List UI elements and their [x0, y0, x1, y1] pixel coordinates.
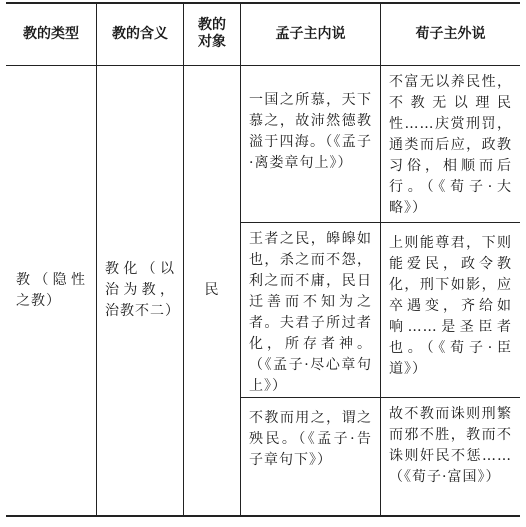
mencius-cell-2: 王者之民，皞皞如也，杀之而不怨，利之而不庸，民日迁善而不知为之者。夫君子所过者化，所存者神。（《孟子·尽心章句上》） — [249, 231, 372, 394]
mencius-cell-1: 一国之所慕，天下慕之，故沛然德教溢于四海。（《孟子·离娄章句上》） — [249, 92, 372, 171]
cell-object — [184, 66, 240, 515]
xunzi-cell-2: 上则能尊君，下则能爱民，政令教化，刑下如影，应卒遇变，齐给如响……是圣臣者也。（《荀子·臣道》） — [389, 235, 512, 377]
cell-meaning-text: 教化（以治为教，治教不二） — [105, 261, 180, 319]
cell-type — [6, 66, 96, 515]
cell-type-text: 教（隐性之教） — [16, 271, 86, 309]
header-meaning: 教的含义 — [112, 25, 168, 42]
table-bottom-border — [6, 515, 520, 517]
cell-meaning — [97, 66, 183, 515]
cell-object-text: 民 — [204, 282, 220, 298]
xunzi-cell-3: 故不教而诛则刑繁而邪不胜，教而不诛则奸民不惩……（《荀子·富国》） — [389, 406, 512, 485]
mencius-cell-3: 不教而用之，谓之殃民。（《孟子·告子章句下》） — [249, 410, 372, 468]
header-mencius: 孟子主内说 — [275, 25, 346, 42]
header-xunzi: 荀子主外说 — [415, 25, 486, 42]
header-type: 教的类型 — [23, 25, 79, 42]
header-object: 教的 对象 — [198, 17, 226, 50]
xunzi-cell-1: 不富无以养民性，不教无以理民性……庆赏刑罚，通类而后应，政教习俗，相顺而后行。（《荀子·大略》） — [389, 74, 512, 216]
